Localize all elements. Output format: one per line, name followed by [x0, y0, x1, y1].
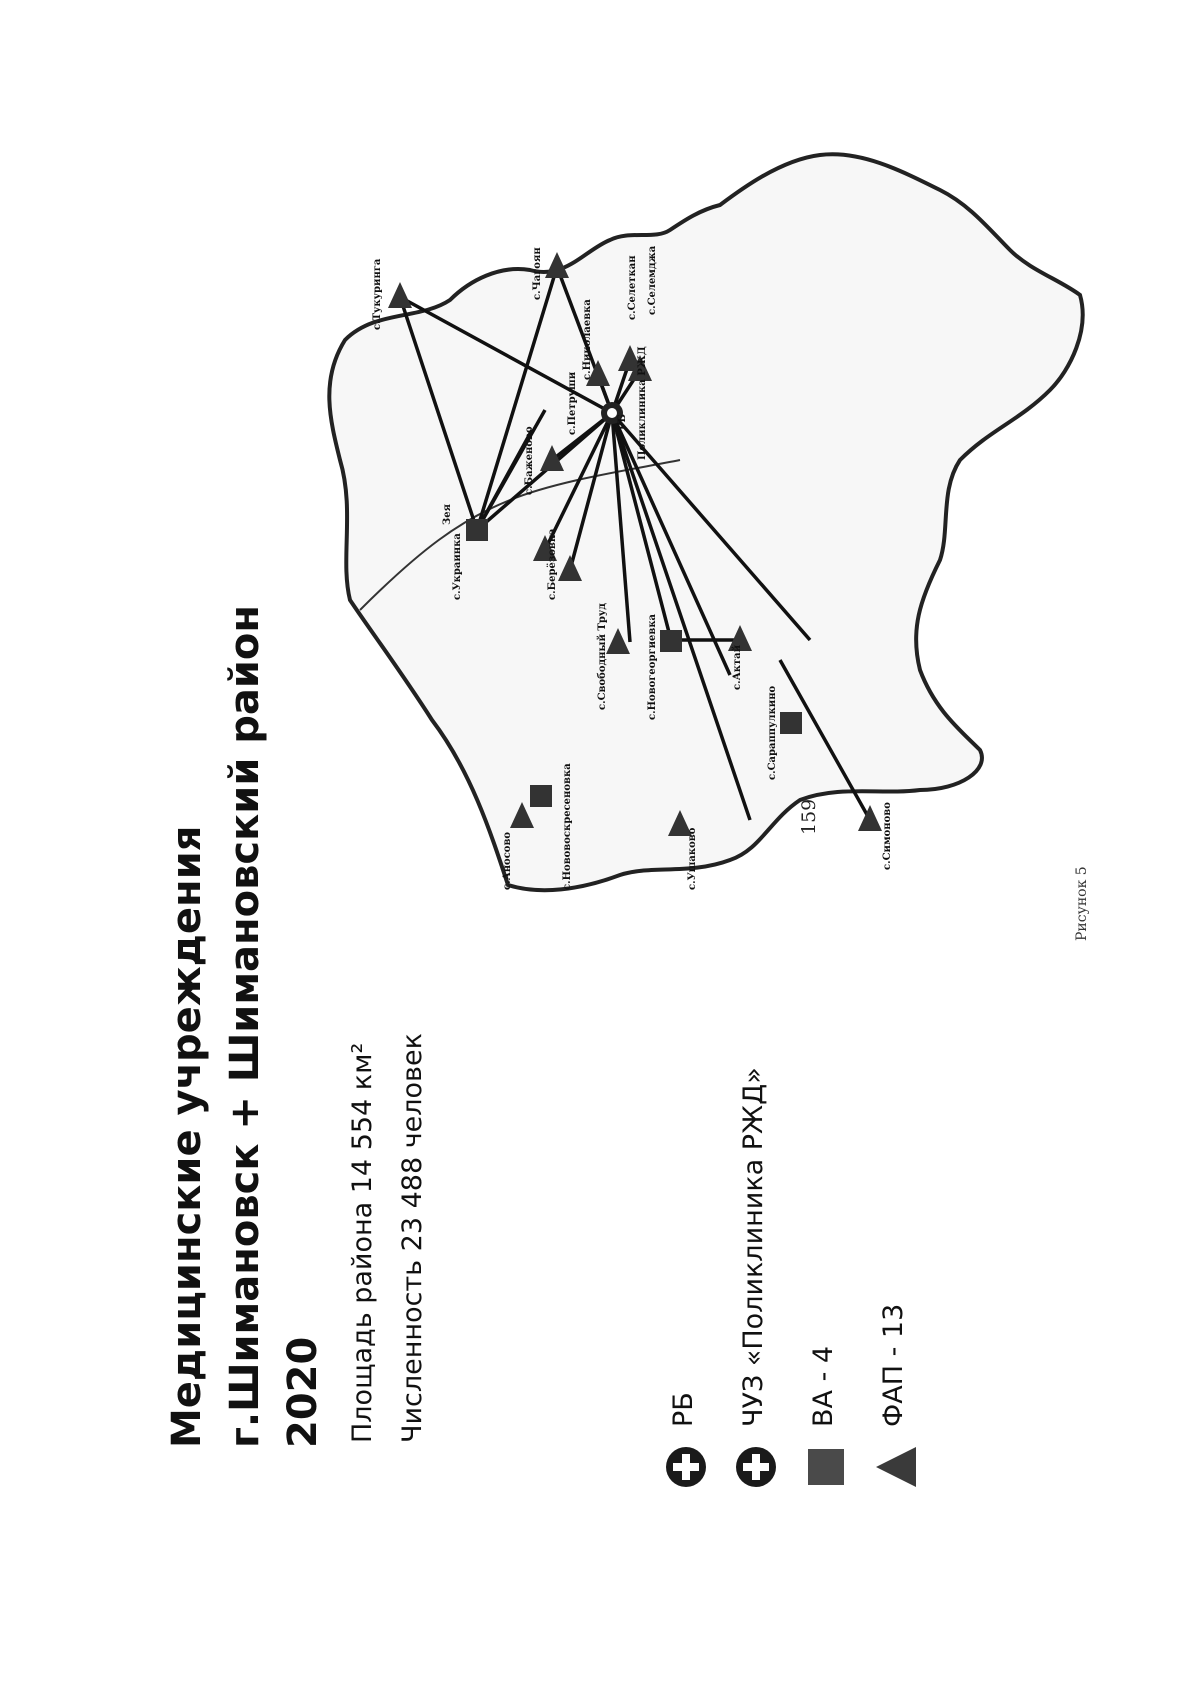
label-berezovka: с.Берёзовка	[547, 528, 558, 600]
area-text: Площадь района 14 554 км²	[347, 1042, 378, 1443]
square-icon	[804, 1445, 848, 1489]
label-anosovo: с.Аносово	[502, 831, 513, 890]
figure-caption: Рисунок 5	[1074, 866, 1090, 941]
label-chagoyan: с.Чагоян	[532, 247, 543, 300]
district-stats	[338, 643, 438, 1443]
title-line-3: 2020	[280, 1336, 326, 1448]
label-tukuringra: с.Тукуринга	[372, 258, 383, 330]
triangle-icon	[874, 1445, 918, 1489]
legend-item	[664, 869, 734, 1489]
label-selemdga: с.Селемджа	[647, 245, 658, 315]
legend-item	[874, 869, 944, 1489]
label-svobodny-trud: с.Свободный Труд	[597, 603, 608, 710]
legend-label: ФАП - 13	[878, 1303, 909, 1427]
label-bazhenovo: с.Баженово	[524, 426, 535, 495]
label-ushakovo: с.Ушаково	[687, 827, 698, 890]
label-sarapulkino: с.Сараппулкино	[767, 685, 778, 780]
label-petrushi: с.Петруши	[567, 371, 578, 435]
legend	[664, 869, 944, 1489]
cross-circle-icon	[734, 1445, 778, 1489]
legend-item	[734, 869, 804, 1489]
legend-item	[804, 869, 874, 1489]
label-aktai: с.Актай	[732, 644, 743, 690]
legend-label: ЧУЗ «Поликлиника РЖД»	[738, 1067, 769, 1427]
title-line-2: г.Шимановск + Шимановский район	[222, 604, 268, 1448]
label-seletkan: с.Селеткан	[627, 255, 638, 320]
label-ukrainka: с.Украинка	[452, 533, 463, 600]
label-nikolaevka: с.Николаевка	[582, 299, 593, 380]
population-text: Численность 23 488 человек	[397, 1033, 428, 1443]
label-novogeorgievka: с.Новогеоргиевка	[647, 613, 658, 720]
label-center-rb: РБ	[617, 413, 628, 430]
label-center-rzhd: Поликлиника РЖД	[637, 346, 648, 460]
slide-title	[158, 604, 332, 1448]
label-novovoskresenovka: с.Нововоскресеновка	[562, 763, 573, 890]
page-number: 159	[798, 798, 820, 835]
legend-label: РБ	[668, 1392, 699, 1427]
label-simonovo: с.Симоново	[882, 802, 893, 870]
cross-circle-icon	[664, 1445, 708, 1489]
title-line-1: Медицинские учреждения	[164, 825, 210, 1448]
river-label: Зея	[442, 504, 453, 525]
legend-label: ВА - 4	[808, 1345, 839, 1427]
